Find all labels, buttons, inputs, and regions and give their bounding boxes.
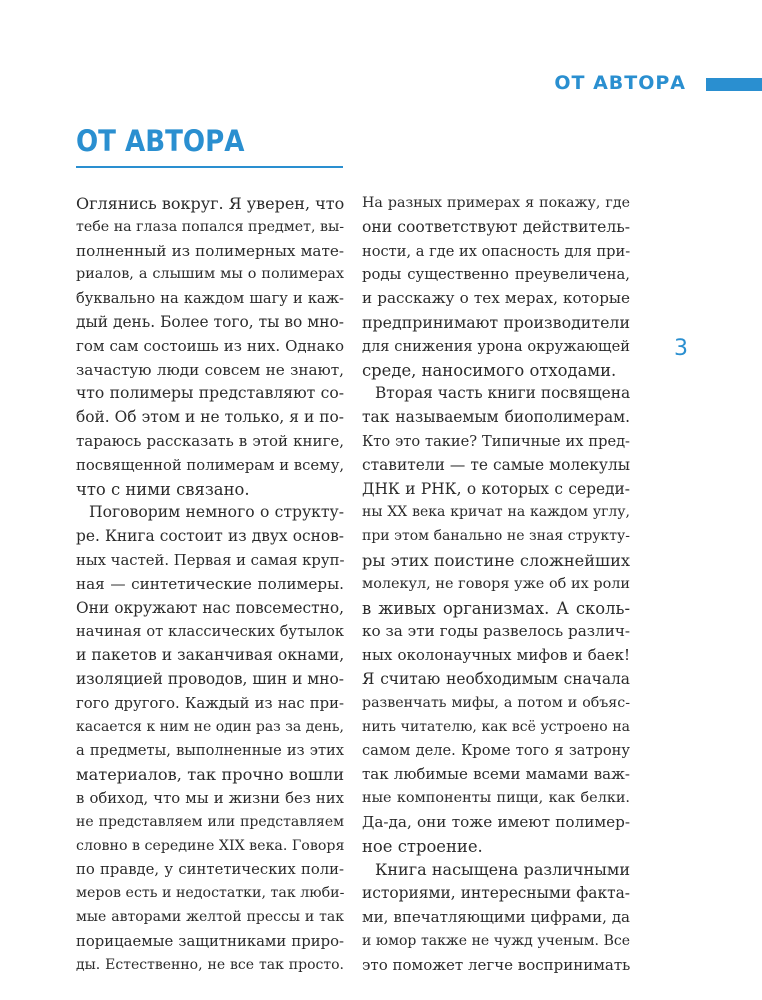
text-line: ставители — те самые молекулы	[362, 455, 630, 474]
text-line: Они окружают нас повсеместно,	[76, 598, 344, 617]
text-line: ных частей. Первая и самая круп-	[76, 551, 345, 569]
text-line: по правде, у синтетических поли-	[76, 861, 344, 879]
text-column-left	[76, 192, 344, 977]
text-line: Книга насыщена различными	[375, 860, 630, 880]
paragraph	[76, 192, 344, 501]
text-line: зачастую люди совсем не знают,	[76, 360, 344, 379]
text-line: тебе на глаза попался предмет, вы-	[76, 218, 345, 235]
paragraph	[362, 192, 630, 382]
text-line: и расскажу о тех мерах, которые	[362, 289, 630, 308]
text-line: гого другого. Каждый из нас при-	[76, 694, 344, 712]
text-line: историями, интересными факта-	[362, 884, 630, 903]
paragraph	[362, 382, 630, 858]
text-line: дый день. Более того, ты во мно-	[76, 312, 344, 331]
text-line: ми, впечатляющими цифрами, да	[362, 907, 630, 926]
text-line: ды. Естественно, не все так просто.	[76, 956, 344, 973]
text-line: Поговорим немного о структу-	[89, 503, 344, 522]
text-line: Оглянись вокруг. Я уверен, что	[76, 194, 345, 213]
text-line: риалов, а слышим мы о полимерах	[76, 266, 344, 283]
running-head-title: ОТ АВТОРА	[554, 72, 686, 94]
text-line: что с ними связано.	[76, 479, 250, 499]
text-line: ре. Книга состоит из двух основ-	[76, 527, 344, 546]
text-line: Кто это такие? Типичные их пред-	[362, 432, 630, 450]
page-number: 3	[674, 336, 688, 361]
text-line: так называемым биополимерам.	[362, 408, 630, 427]
text-line: ная — синтетические полимеры.	[76, 574, 344, 593]
title-underline	[76, 166, 343, 168]
text-line: буквально на каждом шагу и каж-	[76, 290, 344, 308]
text-line: среде, наносимого отходами.	[362, 360, 617, 380]
text-line: при этом банально не зная структу-	[362, 528, 630, 545]
text-line: материалов, так прочно вошли	[76, 765, 344, 785]
text-line: Вторая часть книги посвящена	[375, 384, 631, 403]
text-line: ных околонаучных мифов и баек!	[362, 646, 630, 665]
text-line: ко за эти годы развелось различ-	[362, 622, 630, 641]
text-line: порицаемые защитниками приро-	[76, 932, 344, 950]
text-line: касается к ним не один раз за день,	[76, 718, 345, 735]
text-line: ные компоненты пищи, как белки.	[362, 789, 630, 806]
text-line: роды существенно преувеличена,	[362, 266, 630, 284]
text-line: и пакетов и заканчивая окнами,	[76, 646, 345, 665]
text-line: меров есть и недостатки, так люби-	[76, 885, 345, 902]
text-line: ДНК и РНК, о которых с середи-	[362, 479, 630, 498]
text-column-right	[362, 192, 630, 977]
text-line: предпринимают производители	[362, 312, 630, 332]
text-line: гом сам состоишь из них. Однако	[76, 336, 344, 355]
text-line: посвященной полимерам и всему,	[76, 456, 345, 474]
paragraph	[76, 501, 344, 977]
text-line: а предметы, выполненные из этих	[76, 742, 344, 760]
text-line: полненный из полимерных мате-	[76, 241, 344, 260]
text-line: Я считаю необходимым сначала	[362, 669, 630, 688]
text-line: мые авторами желтой прессы и так	[76, 908, 344, 925]
text-line: На разных примерах я покажу, где	[362, 195, 630, 211]
text-line: ное строение.	[362, 836, 483, 856]
text-line: ности, а где их опасность для при-	[362, 242, 631, 260]
text-line: тараюсь рассказать в этой книге,	[76, 431, 344, 450]
text-line: самом деле. Кроме того я затрону	[362, 742, 630, 760]
text-line: не представляем или представляем	[76, 813, 344, 830]
text-line: развенчать мифы, а потом и объяс-	[362, 694, 630, 711]
text-line: словно в середине XIX века. Говоря	[76, 837, 345, 854]
text-line: Да-да, они тоже имеют полимер-	[362, 812, 630, 831]
chapter-title: ОТ АВТОРА	[76, 124, 245, 158]
text-line: изоляцией проводов, шин и мно-	[76, 669, 344, 688]
running-head-bar	[706, 78, 762, 91]
text-line: они соответствуют действитель-	[362, 217, 630, 236]
text-line: начиная от классических бутылок	[76, 623, 344, 641]
text-line: молекул, не говоря уже об их роли	[362, 575, 630, 592]
text-line: бой. Об этом и не только, я и по-	[76, 408, 344, 427]
text-line: нить читателю, как всё устроено на	[362, 718, 630, 735]
text-line: в живых организмах. А сколь-	[362, 598, 630, 618]
text-line: ры этих поистине сложнейших	[362, 550, 630, 570]
text-line: для снижения урона окружающей	[362, 337, 630, 355]
paragraph	[362, 858, 630, 977]
text-line: это поможет легче воспринимать	[362, 955, 631, 974]
text-line: и юмор также не чужд ученым. Все	[362, 932, 630, 949]
text-line: ны XX века кричат на каждом углу,	[362, 504, 630, 521]
text-line: что полимеры представляют со-	[76, 384, 344, 403]
text-line: так любимые всеми мамами важ-	[362, 765, 630, 784]
text-line: в обиход, что мы и жизни без них	[76, 789, 344, 807]
